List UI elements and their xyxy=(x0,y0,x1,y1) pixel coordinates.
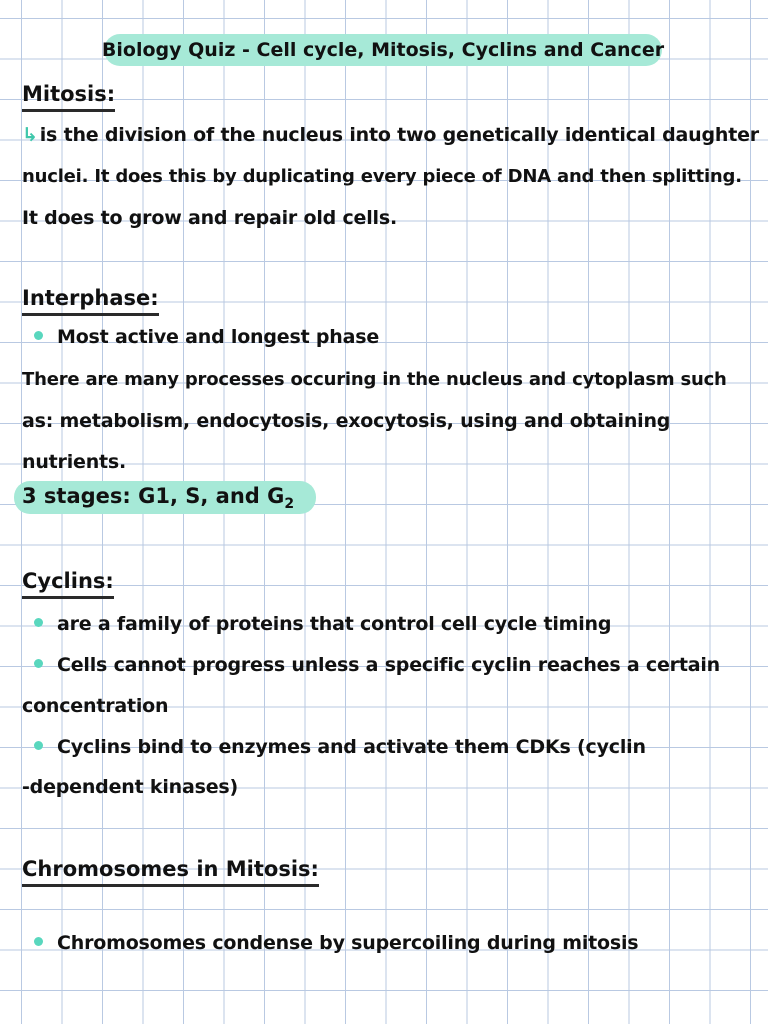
cyclins-bullet-3-cont: -dependent kinases) xyxy=(22,776,238,798)
cyclins-heading: Cyclins: xyxy=(22,569,114,599)
interphase-stages xyxy=(22,484,294,512)
cyclins-bullet-2 xyxy=(22,654,752,676)
interphase-line-2: as: metabolism, endocytosis, exocytosis, using and obtaining xyxy=(22,410,671,432)
mitosis-heading: Mitosis: xyxy=(22,82,115,112)
cyclins-bullet-1 xyxy=(22,613,752,635)
interphase-line-3: nutrients. xyxy=(22,451,127,473)
stages-text: 3 stages: G1, S, and G xyxy=(22,484,285,508)
bullet-icon xyxy=(34,331,43,340)
stages-subscript: 2 xyxy=(284,496,295,513)
arrow-icon: ↳ xyxy=(22,124,38,146)
interphase-line-1: There are many processes occuring in the nucleus and cytoplasm such xyxy=(22,369,727,390)
chromosomes-bullet xyxy=(22,932,752,954)
cyclins-bullet-2-text: Cells cannot progress unless a specific cyclin reaches a certain xyxy=(57,654,720,676)
mitosis-line-3: It does to grow and repair old cells. xyxy=(22,207,397,229)
bullet-icon xyxy=(34,659,43,668)
chromosomes-heading: Chromosomes in Mitosis: xyxy=(22,857,319,887)
cyclins-bullet-3 xyxy=(22,736,752,758)
interphase-bullet xyxy=(22,326,752,348)
cyclins-bullet-2-cont: concentration xyxy=(22,695,169,717)
page-title: Biology Quiz - Cell cycle, Mitosis, Cyclins and Cancer xyxy=(104,34,662,66)
bullet-icon xyxy=(34,618,43,627)
cyclins-bullet-3-text: Cyclins bind to enzymes and activate them CDKs (cyclin xyxy=(57,736,646,758)
cyclins-bullet-1-text: are a family of proteins that control cell cycle timing xyxy=(57,613,612,635)
bullet-icon xyxy=(34,937,43,946)
chromosomes-bullet-text: Chromosomes condense by supercoiling during mitosis xyxy=(57,932,639,954)
interphase-bullet-text: Most active and longest phase xyxy=(57,326,380,348)
interphase-heading: Interphase: xyxy=(22,286,159,316)
mitosis-line-2: nuclei. It does this by duplicating every piece of DNA and then splitting. xyxy=(22,166,742,187)
mitosis-text-1: is the division of the nucleus into two genetically identical daughter xyxy=(39,124,759,146)
mitosis-line-1 xyxy=(22,124,759,146)
bullet-icon xyxy=(34,741,43,750)
